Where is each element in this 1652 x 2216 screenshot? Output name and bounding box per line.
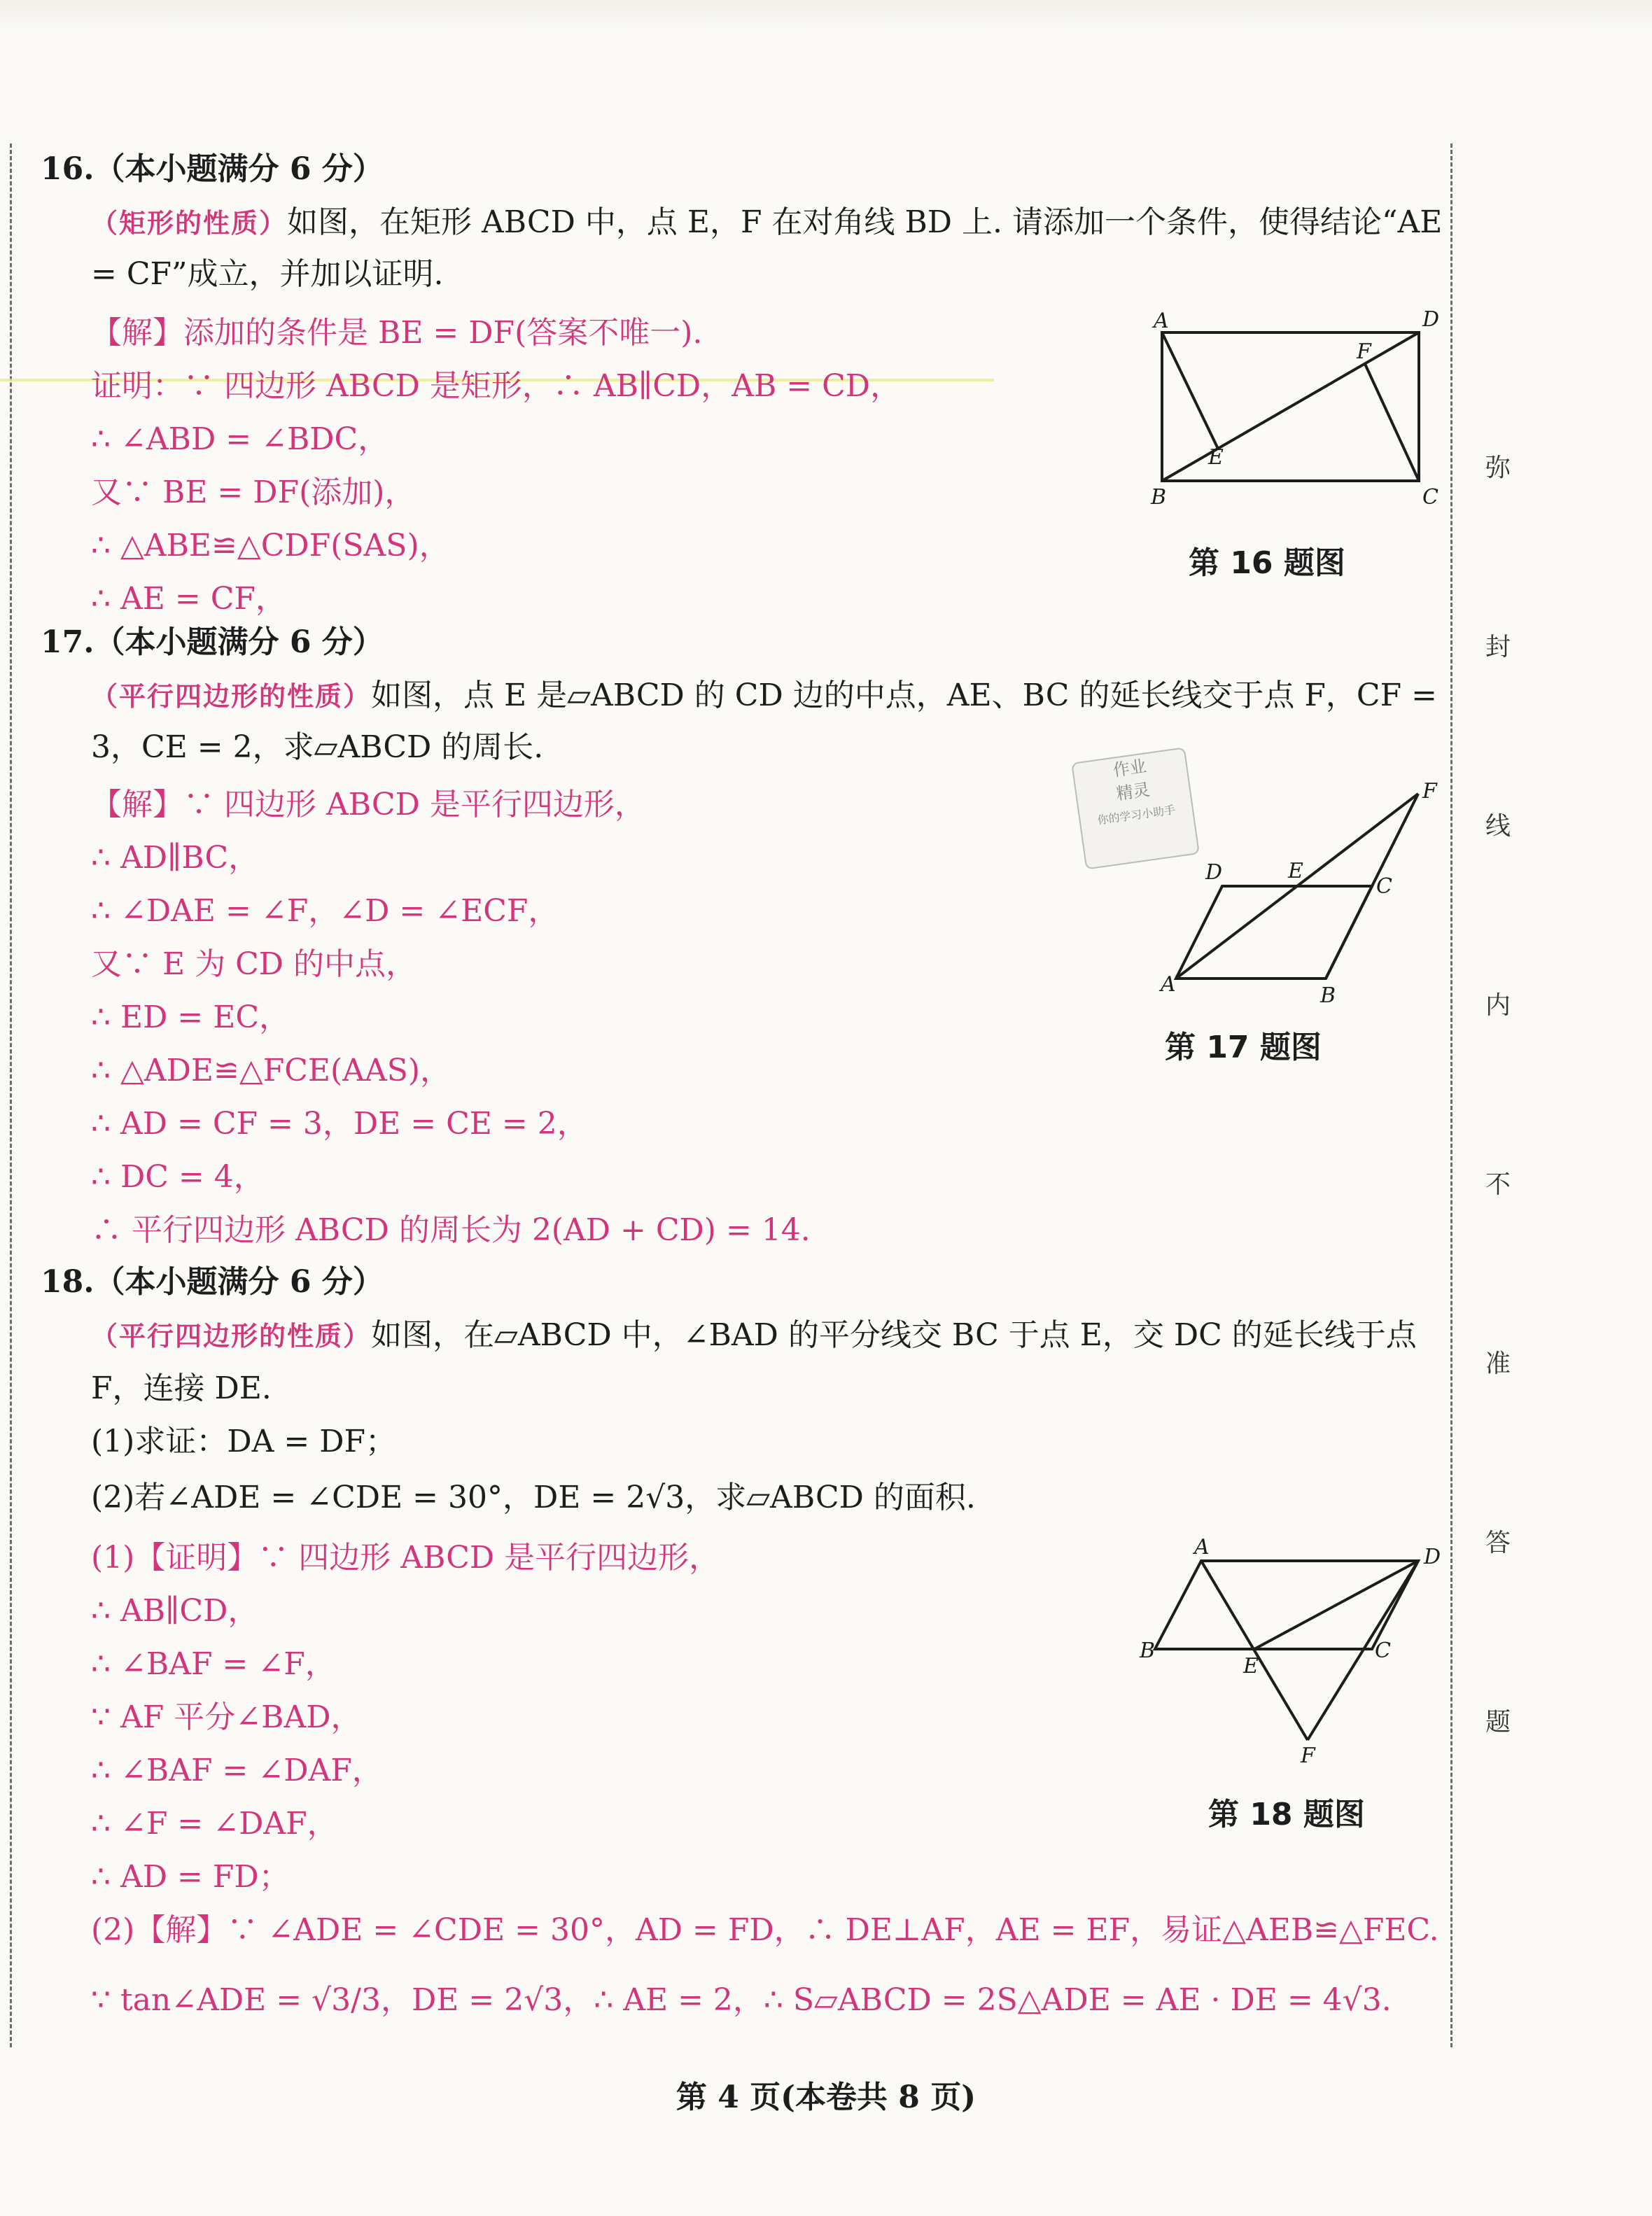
q18-subquestion-1: (1)求证：DA = DF； <box>91 1424 397 1459</box>
label-b: B <box>1151 485 1167 510</box>
page-top-edge <box>0 0 1652 28</box>
q17-answer-line: ∴ ED = EC， <box>91 1000 290 1035</box>
segment-cf <box>1365 364 1419 481</box>
label-e: E <box>1288 859 1303 883</box>
label-a: A <box>1154 309 1169 333</box>
q16-answer-line: ∴ AE = CF， <box>91 581 286 617</box>
q17-answer-line: 【解】∵ 四边形 ABCD 是平行四边形， <box>91 787 645 822</box>
q16-header: 16.（本小题满分 6 分） <box>41 151 384 187</box>
q18-tag: （平行四边形的性质） <box>91 1320 372 1352</box>
label-c: C <box>1376 874 1392 899</box>
q17-tag: （平行四边形的性质） <box>91 680 372 712</box>
label-d: D <box>1205 860 1223 885</box>
label-c: C <box>1375 1639 1391 1663</box>
seal-char: 题 <box>1485 1708 1511 1737</box>
q18-answer-line: ∴ AB∥CD， <box>91 1593 259 1629</box>
q17-answer-line: ∴ DC = 4， <box>91 1159 265 1195</box>
label-f: F <box>1357 339 1371 364</box>
q18-answer-line: ∴ ∠BAF = ∠DAF， <box>91 1753 383 1788</box>
q16-answer-line: ∴ △ABE≌△CDF(SAS)， <box>91 528 450 563</box>
q17-header: 17.（本小题满分 6 分） <box>41 624 384 660</box>
q18-answer-line: (1)【证明】∵ 四边形 ABCD 是平行四边形， <box>91 1540 720 1576</box>
seal-char: 弥 <box>1485 454 1511 482</box>
q16-stem-line2: = CF”成立，并加以证明. <box>91 256 444 292</box>
seal-char: 准 <box>1485 1349 1511 1378</box>
q18-figure <box>1134 1533 1442 1764</box>
q18-answer-line: ∴ ∠F = ∠DAF， <box>91 1806 338 1842</box>
q18-header: 18.（本小题满分 6 分） <box>41 1264 384 1300</box>
segment-ae <box>1162 332 1218 449</box>
label-e: E <box>1243 1654 1259 1678</box>
diagonal-bd <box>1162 332 1419 481</box>
q16-answer-line: 证明：∵ 四边形 ABCD 是矩形，∴ AB∥CD，AB = CD， <box>91 368 902 404</box>
q18-answer-line: ∵ tan∠ADE = √3/3，DE = 2√3，∴ AE = 2，∴ S▱ABCD = 2S△ADE = AE · DE = 4√3. <box>91 1982 1392 2018</box>
q16-stem-text1: 如图，在矩形 ABCD 中，点 E，F 在对角线 BD 上. 请添加一个条件，使得结论“AE <box>287 204 1443 240</box>
q16-figure <box>1134 301 1442 525</box>
q16-caption: 第 16 题图 <box>1189 545 1345 581</box>
q17-answer-line: ∴ 平行四边形 ABCD 的周长为 2(AD + CD) = 14. <box>91 1212 811 1248</box>
stamp-text: 作业 <box>1112 756 1148 780</box>
q18-answer-line: ∴ AD = FD； <box>91 1859 290 1895</box>
label-f: F <box>1301 1744 1315 1764</box>
q16-answer-line: 又∵ BE = DF(添加)， <box>91 475 416 510</box>
q18-answer-line: ∴ ∠BAF = ∠F， <box>91 1646 336 1682</box>
q17-answer-line: ∴ △ADE≌△FCE(AAS)， <box>91 1053 451 1088</box>
stamp-text: 你的学习小助手 <box>1096 803 1177 827</box>
q18-stem-line1 <box>91 1316 1417 1356</box>
label-a: A <box>1161 972 1176 997</box>
q16-tag: （矩形的性质） <box>91 207 288 239</box>
q18-caption: 第 18 题图 <box>1208 1797 1365 1832</box>
q18-stem-text1: 如图，在▱ABCD 中，∠BAD 的平分线交 BC 于点 E，交 DC 的延长线于点 <box>371 1317 1417 1353</box>
seal-line <box>1450 143 1452 2047</box>
q16-answer-line: 【解】添加的条件是 BE = DF(答案不唯一). <box>91 315 703 351</box>
label-f: F <box>1422 779 1437 804</box>
q17-stem-line2: 3，CE = 2，求▱ABCD 的周长. <box>91 729 544 765</box>
q17-answer-line: 又∵ E 为 CD 的中点， <box>91 946 417 982</box>
q16-stem-line1 <box>91 203 1442 243</box>
stamp-text: 精灵 <box>1114 780 1152 804</box>
q18-stem-line2: F，连接 DE. <box>91 1370 272 1406</box>
label-d: D <box>1422 307 1440 332</box>
parallelogram-abcd <box>1176 886 1372 979</box>
q17-caption: 第 17 题图 <box>1165 1030 1322 1065</box>
left-margin-line <box>10 143 12 2047</box>
page-footer: 第 4 页(本卷共 8 页) <box>676 2080 976 2115</box>
q17-stem-line1 <box>91 676 1437 716</box>
q17-answer-line: ∴ AD∥BC， <box>91 840 260 876</box>
q18-subquestion-2: (2)若∠ADE = ∠CDE = 30°，DE = 2√3，求▱ABCD 的面积. <box>91 1480 976 1515</box>
q17-answer-line: ∴ ∠DAE = ∠F，∠D = ∠ECF， <box>91 893 559 929</box>
label-b: B <box>1140 1639 1156 1663</box>
q17-answer-line: ∴ AD = CF = 3，DE = CE = 2， <box>91 1106 588 1142</box>
label-e: E <box>1208 445 1224 470</box>
seal-char: 答 <box>1485 1529 1511 1557</box>
q17-figure <box>1148 777 1456 1008</box>
label-a: A <box>1194 1535 1210 1559</box>
label-d: D <box>1424 1545 1441 1569</box>
label-b: B <box>1320 983 1336 1008</box>
seal-char: 内 <box>1485 991 1511 1020</box>
q17-stem-text1: 如图，点 E 是▱ABCD 的 CD 边的中点，AE、BC 的延长线交于点 F，CF = <box>371 678 1437 713</box>
seal-char: 线 <box>1485 812 1511 841</box>
q18-answer-line: ∵ AF 平分∠BAD， <box>91 1699 362 1735</box>
seal-char: 封 <box>1485 633 1511 661</box>
q16-answer-line: ∴ ∠ABD = ∠BDC， <box>91 421 389 457</box>
q18-answer-line: (2)【解】∵ ∠ADE = ∠CDE = 30°，AD = FD，∴ DE⊥AF，AE = EF，易证△AEB≌△FEC. <box>91 1912 1439 1948</box>
seal-char: 不 <box>1485 1170 1511 1199</box>
label-c: C <box>1422 485 1438 510</box>
parallelogram-abcd <box>1155 1561 1418 1649</box>
